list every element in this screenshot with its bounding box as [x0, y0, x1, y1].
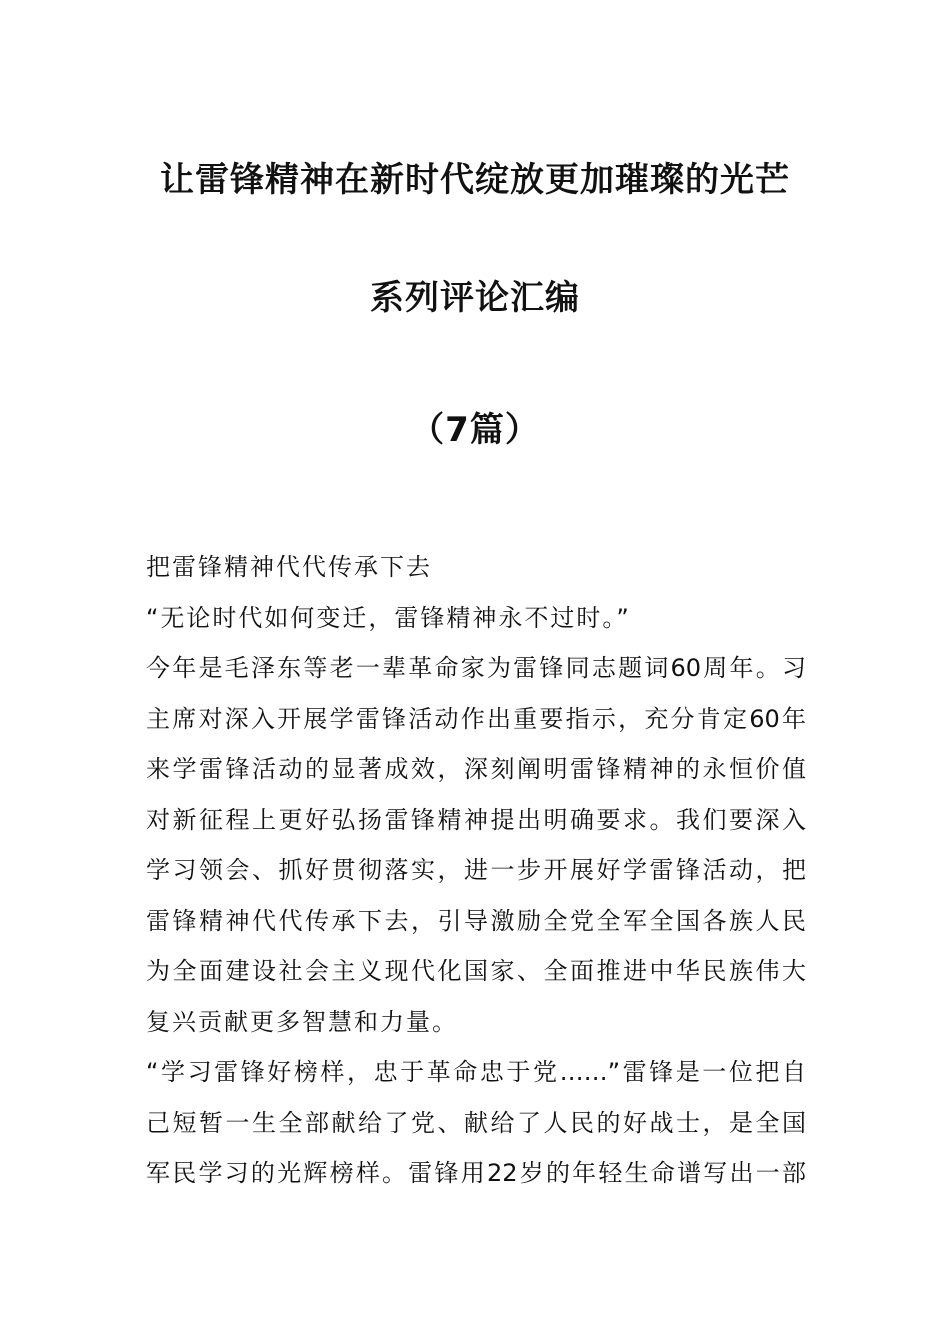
document-subtitle: 系列评论汇编	[370, 278, 580, 318]
text-line: 己短暂一生全部献给了党、献给了人民的好战士，是全国	[146, 1108, 806, 1137]
text-line: “学习雷锋好榜样，忠于革命忠于党……”雷锋是一位把自	[146, 1058, 806, 1086]
text-line: 主席对深入开展学雷锋活动作出重要指示，充分肯定60年	[146, 704, 806, 733]
text-line: 为全面建设社会主义现代化国家、全面推进中华民族伟大	[146, 957, 806, 985]
text-line: 军民学习的光辉榜样。雷锋用22岁的年轻生命谱写出一部	[146, 1159, 806, 1187]
document-title: 让雷锋精神在新时代绽放更加璀璨的光芒	[160, 160, 790, 200]
text-line: 学习领会、抓好贯彻落实，进一步开展好学雷锋活动，把	[146, 856, 806, 884]
article-heading: 把雷锋精神代代传承下去	[146, 553, 432, 581]
body-text	[146, 548, 806, 1205]
text-line: 来学雷锋活动的显著成效，深刻阐明雷锋精神的永恒价值	[146, 755, 806, 783]
text-line: 对新征程上更好弘扬雷锋精神提出明确要求。我们要深入	[146, 805, 806, 834]
text-line: 今年是毛泽东等老一辈革命家为雷锋同志题词60周年。习	[146, 654, 806, 682]
text-line: 复兴贡献更多智慧和力量。	[146, 1007, 458, 1036]
article-count: （7篇）	[410, 410, 540, 450]
text-line: 雷锋精神代代传承下去，引导激励全党全军全国各族人民	[146, 906, 806, 935]
text-line: “无论时代如何变迁，雷锋精神永不过时。”	[146, 603, 631, 632]
